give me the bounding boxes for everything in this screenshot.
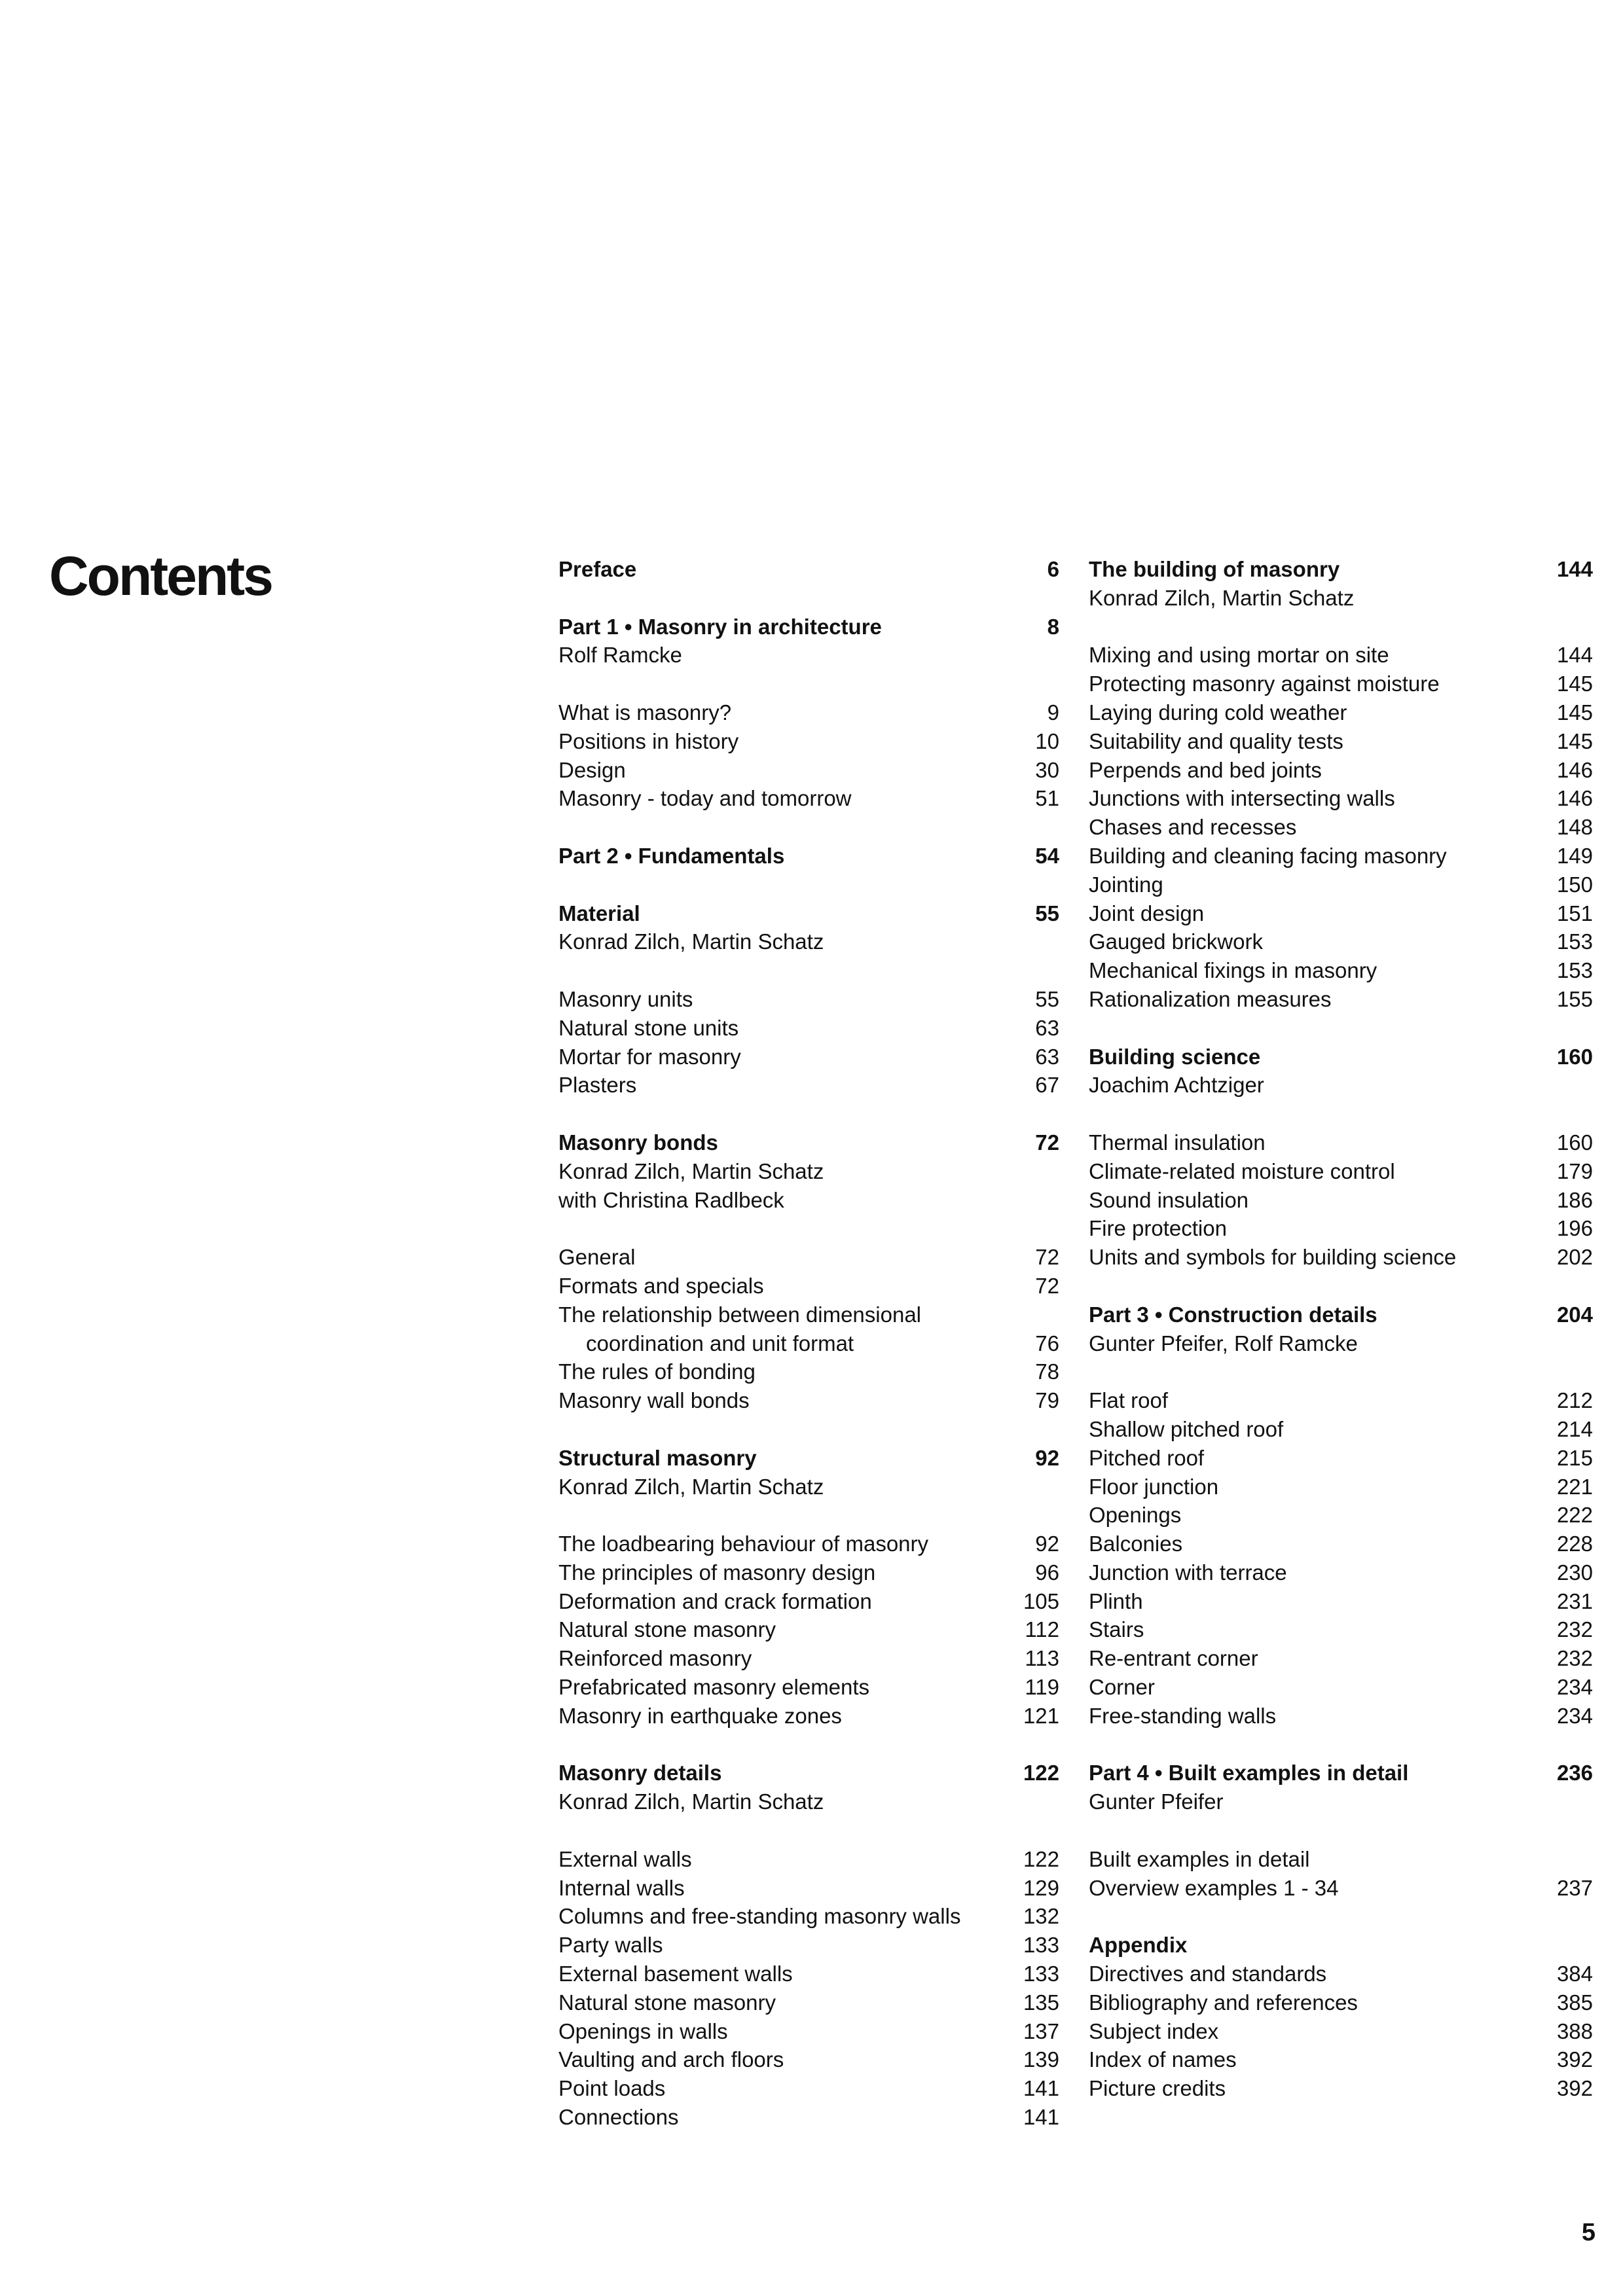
toc-entry-title: Preface [558, 557, 637, 581]
toc-entry-title: Pitched roof [1089, 1445, 1205, 1470]
toc-entry-page: 232 [1556, 1617, 1593, 1642]
toc-entry [1089, 813, 1593, 842]
toc-entry [558, 1272, 1059, 1300]
toc-spacer [558, 813, 1059, 842]
toc-entry-title: The loadbearing behaviour of masonry [558, 1532, 929, 1556]
toc-spacer [558, 1816, 1059, 1845]
toc-entry-title: Stairs [1089, 1617, 1144, 1642]
toc-entry-page: 9 [1047, 700, 1059, 725]
toc-entry-page: 122 [1023, 1761, 1059, 1785]
toc-entry-title: Flat roof [1089, 1388, 1169, 1413]
toc-entry-page: 146 [1556, 786, 1593, 811]
toc-entry-title: Bibliography and references [1089, 1990, 1358, 2015]
toc-entry-page: 133 [1023, 1962, 1059, 1986]
toc-spacer [558, 584, 1059, 613]
toc-section-heading [558, 1444, 1059, 1473]
toc-entry-page: 145 [1556, 728, 1593, 753]
toc-entry-page: 51 [1035, 786, 1059, 811]
toc-spacer [1089, 1816, 1593, 1845]
toc-entry-page: 155 [1556, 986, 1593, 1011]
toc-entry-title: Openings [1089, 1503, 1182, 1528]
toc-entry-page: 122 [1023, 1846, 1059, 1871]
toc-entry-page: 30 [1035, 757, 1059, 782]
toc-entry [558, 1702, 1059, 1731]
toc-entry-title: Laying during cold weather [1089, 700, 1347, 725]
toc-entry-title: Re-entrant corner [1089, 1646, 1258, 1671]
toc-entry-title: Index of names [1089, 2047, 1237, 2072]
toc-entry [558, 784, 1059, 813]
toc-entry-title: Prefabricated masonry elements [558, 1675, 870, 1700]
toc-entry [1089, 1329, 1593, 1358]
toc-entry-page: 153 [1556, 929, 1593, 954]
toc-entry-page: 132 [1023, 1904, 1059, 1929]
toc-entry-page: 55 [1035, 901, 1059, 925]
toc-entry [1089, 698, 1593, 727]
toc-entry-title: External basement walls [558, 1962, 793, 1986]
toc-entry [1089, 1702, 1593, 1731]
toc-entry-page: 112 [1025, 1617, 1059, 1642]
toc-spacer [558, 1731, 1059, 1759]
toc-entry [1089, 1960, 1593, 1988]
toc-entry-title: Rationalization measures [1089, 986, 1332, 1011]
toc-entry-title: Gunter Pfeifer, Rolf Ramcke [1089, 1331, 1358, 1355]
toc-entry [1089, 842, 1593, 870]
toc-entry-title: Internal walls [558, 1875, 685, 1900]
toc-entry-page: 8 [1047, 614, 1059, 639]
toc-section-heading [1089, 1759, 1593, 1787]
toc-entry-page: 392 [1556, 2047, 1593, 2072]
toc-entry-title: The principles of masonry design [558, 1560, 876, 1585]
toc-entry-title: The building of masonry [1089, 557, 1340, 581]
toc-entry-page: 119 [1025, 1675, 1059, 1700]
toc-entry-title: Konrad Zilch, Martin Schatz [558, 1474, 824, 1499]
toc-entry [1089, 1186, 1593, 1215]
toc-spacer [558, 670, 1059, 698]
toc-entry-title: Junctions with intersecting walls [1089, 786, 1395, 811]
toc-entry [1089, 1530, 1593, 1558]
toc-entry-title: Suitability and quality tests [1089, 728, 1343, 753]
toc-right-column [1089, 555, 1593, 2103]
toc-entry [1089, 1243, 1593, 1272]
toc-entry-page: 137 [1023, 2018, 1059, 2043]
toc-entry-page: 150 [1556, 872, 1593, 897]
toc-entry-title: The rules of bonding [558, 1359, 756, 1384]
toc-entry-page: 237 [1556, 1875, 1593, 1900]
toc-entry [1089, 670, 1593, 698]
toc-entry-title: Masonry in earthquake zones [558, 1703, 842, 1728]
toc-entry-title: Konrad Zilch, Martin Schatz [558, 929, 824, 954]
toc-section-heading [558, 613, 1059, 641]
toc-entry-page: 76 [1035, 1331, 1059, 1355]
toc-entry [558, 927, 1059, 956]
toc-entry-title: Masonry units [558, 986, 693, 1011]
toc-entry [558, 1587, 1059, 1616]
toc-entry-page: 113 [1025, 1646, 1059, 1671]
toc-spacer [1089, 1731, 1593, 1759]
toc-entry [1089, 985, 1593, 1014]
toc-entry-page: 145 [1556, 700, 1593, 725]
toc-entry-title: Subject index [1089, 2018, 1219, 2043]
toc-spacer [558, 1100, 1059, 1128]
toc-entry-title: Party walls [558, 1933, 663, 1958]
toc-entry-title: Structural masonry [558, 1445, 757, 1470]
toc-entry [1089, 1386, 1593, 1415]
toc-entry-title: Point loads [558, 2076, 666, 2101]
toc-entry-title: Mortar for masonry [558, 1044, 741, 1069]
toc-entry-page: 145 [1556, 672, 1593, 696]
toc-entry-page: 105 [1023, 1588, 1059, 1613]
toc-entry-title: Picture credits [1089, 2076, 1226, 2101]
toc-entry-title: Gunter Pfeifer [1089, 1789, 1224, 1814]
toc-entry-page: 232 [1556, 1646, 1593, 1671]
toc-entry-page: 121 [1023, 1703, 1059, 1728]
toc-entry [1089, 1988, 1593, 2017]
toc-entry [558, 727, 1059, 756]
toc-entry-title: Konrad Zilch, Martin Schatz [558, 1158, 824, 1183]
toc-spacer [558, 870, 1059, 899]
toc-entry [558, 1615, 1059, 1644]
toc-entry-title: Natural stone units [558, 1015, 739, 1040]
toc-entry-title: Joint design [1089, 901, 1205, 925]
toc-entry [558, 1530, 1059, 1558]
toc-entry-page: 215 [1556, 1445, 1593, 1470]
toc-entry-title: Climate-related moisture control [1089, 1158, 1395, 1183]
toc-section-heading [1089, 1931, 1593, 1960]
toc-entry-page: 135 [1023, 1990, 1059, 2015]
toc-entry [1089, 784, 1593, 813]
toc-spacer [1089, 1014, 1593, 1043]
toc-entry-page: 234 [1556, 1675, 1593, 1700]
toc-spacer [558, 1214, 1059, 1243]
toc-entry-title: Directives and standards [1089, 1962, 1327, 1986]
toc-entry-page: 144 [1556, 643, 1593, 668]
toc-entry-title: Konrad Zilch, Martin Schatz [558, 1789, 824, 1814]
toc-entry-page: 214 [1556, 1416, 1593, 1441]
toc-entry-title: Deformation and crack formation [558, 1588, 872, 1613]
toc-entry-title: Protecting masonry against moisture [1089, 672, 1440, 696]
toc-spacer [558, 1415, 1059, 1444]
toc-entry-title: Shallow pitched roof [1089, 1416, 1284, 1441]
toc-section-heading [1089, 1043, 1593, 1071]
toc-entry-title: Part 3 • Construction details [1089, 1302, 1377, 1327]
toc-entry [1089, 1501, 1593, 1530]
toc-entry-page: 72 [1035, 1130, 1059, 1155]
toc-entry [558, 1960, 1059, 1988]
toc-entry-page: 236 [1556, 1761, 1593, 1785]
toc-entry [558, 2045, 1059, 2074]
toc-entry [558, 1931, 1059, 1960]
toc-entry-title: Mechanical fixings in masonry [1089, 958, 1377, 983]
toc-spacer [1089, 1357, 1593, 1386]
toc-entry [558, 2017, 1059, 2046]
toc-entry-page: 72 [1035, 1273, 1059, 1298]
toc-entry [1089, 1444, 1593, 1473]
toc-entry-title: Design [558, 757, 626, 782]
toc-entry [558, 1673, 1059, 1702]
toc-entry [558, 2074, 1059, 2103]
toc-entry [1089, 584, 1593, 613]
toc-entry [1089, 1071, 1593, 1100]
toc-entry-page: 146 [1556, 757, 1593, 782]
toc-entry [558, 1243, 1059, 1272]
toc-entry-page: 160 [1556, 1044, 1593, 1069]
toc-entry [558, 1558, 1059, 1587]
toc-entry-title: Part 1 • Masonry in architecture [558, 614, 882, 639]
toc-entry [558, 1043, 1059, 1071]
toc-entry [558, 1874, 1059, 1903]
toc-entry-title: Overview examples 1 - 34 [1089, 1875, 1339, 1900]
toc-entry-page: 139 [1023, 2047, 1059, 2072]
toc-entry-title: Corner [1089, 1675, 1155, 1700]
toc-entry-title: Thermal insulation [1089, 1130, 1266, 1155]
toc-entry-title: Masonry bonds [558, 1130, 718, 1155]
toc-entry-page: 222 [1556, 1503, 1593, 1528]
toc-entry-title: Gauged brickwork [1089, 929, 1263, 954]
toc-entry [558, 1902, 1059, 1931]
toc-entry-page: 129 [1023, 1875, 1059, 1900]
toc-entry [1089, 2017, 1593, 2046]
toc-spacer [558, 956, 1059, 985]
toc-entry [1089, 1128, 1593, 1157]
toc-entry [558, 698, 1059, 727]
toc-entry [558, 1787, 1059, 1816]
toc-entry [558, 1186, 1059, 1215]
toc-entry [558, 1071, 1059, 1100]
toc-entry [1089, 1214, 1593, 1243]
toc-spacer [558, 1501, 1059, 1530]
toc-entry-page: 234 [1556, 1703, 1593, 1728]
toc-entry-title: Jointing [1089, 872, 1163, 897]
toc-entry [1089, 641, 1593, 670]
toc-entry-title: Part 4 • Built examples in detail [1089, 1761, 1409, 1785]
toc-spacer [1089, 613, 1593, 641]
toc-entry-page: 228 [1556, 1532, 1593, 1556]
toc-entry-page: 67 [1035, 1073, 1059, 1098]
toc-entry-page: 160 [1556, 1130, 1593, 1155]
toc-entry [1089, 1587, 1593, 1616]
toc-entry-page: 141 [1023, 2076, 1059, 2101]
toc-entry-title: Part 2 • Fundamentals [558, 843, 785, 868]
toc-entry [1089, 899, 1593, 928]
toc-entry-page: 92 [1035, 1532, 1059, 1556]
toc-section-heading [558, 842, 1059, 870]
toc-entry-page: 63 [1035, 1015, 1059, 1040]
toc-entry [558, 1300, 1059, 1329]
toc-entry-page: 221 [1556, 1474, 1593, 1499]
toc-spacer [1089, 1100, 1593, 1128]
toc-entry-title: Built examples in detail [1089, 1846, 1310, 1871]
toc-entry [1089, 1644, 1593, 1673]
toc-left-column [558, 555, 1059, 2132]
toc-entry-title: Joachim Achtziger [1089, 1073, 1264, 1098]
toc-entry-title: Appendix [1089, 1933, 1188, 1958]
toc-section-heading [558, 555, 1059, 584]
toc-entry-title: External walls [558, 1846, 692, 1871]
toc-entry-title: Openings in walls [558, 2018, 728, 2043]
toc-entry-title: Units and symbols for building science [1089, 1245, 1457, 1270]
toc-entry [558, 1386, 1059, 1415]
toc-entry-page: 78 [1035, 1359, 1059, 1384]
toc-entry [1089, 870, 1593, 899]
toc-entry-page: 212 [1556, 1388, 1593, 1413]
toc-entry-title: Building science [1089, 1044, 1261, 1069]
toc-entry [558, 1845, 1059, 1874]
toc-entry-page: 144 [1556, 557, 1593, 581]
toc-entry-title: Reinforced masonry [558, 1646, 752, 1671]
toc-entry-title: What is masonry? [558, 700, 732, 725]
toc-entry [558, 1357, 1059, 1386]
toc-spacer [1089, 1902, 1593, 1931]
toc-entry-title: Natural stone masonry [558, 1617, 776, 1642]
toc-entry-page: 230 [1556, 1560, 1593, 1585]
toc-entry-title: Chases and recesses [1089, 815, 1297, 840]
toc-section-heading [558, 1128, 1059, 1157]
toc-entry-title: Rolf Ramcke [558, 643, 682, 668]
toc-entry-page: 148 [1556, 815, 1593, 840]
toc-entry-title: Columns and free-standing masonry walls [558, 1904, 961, 1929]
toc-entry [558, 756, 1059, 785]
toc-entry-title: Plasters [558, 1073, 637, 1098]
toc-entry-page: 6 [1047, 557, 1059, 581]
toc-entry [558, 1329, 1059, 1358]
toc-entry-page: 141 [1023, 2105, 1059, 2130]
toc-entry-title: Mixing and using mortar on site [1089, 643, 1389, 668]
toc-entry-title: Sound insulation [1089, 1187, 1249, 1212]
toc-entry [1089, 1473, 1593, 1501]
toc-entry [558, 1157, 1059, 1186]
toc-entry [558, 2103, 1059, 2132]
toc-entry-page: 63 [1035, 1044, 1059, 1069]
toc-entry-page: 231 [1556, 1588, 1593, 1613]
toc-entry-page: 196 [1556, 1216, 1593, 1241]
toc-entry-title: Masonry - today and tomorrow [558, 786, 852, 811]
toc-section-heading [1089, 1300, 1593, 1329]
toc-entry [1089, 956, 1593, 985]
toc-entry-page: 385 [1556, 1990, 1593, 2015]
toc-entry [1089, 2074, 1593, 2103]
page-title: Contents [49, 545, 272, 607]
toc-entry-page: 10 [1035, 728, 1059, 753]
page-number: 5 [1581, 2219, 1596, 2246]
toc-entry [1089, 1845, 1593, 1874]
toc-entry-page: 204 [1556, 1302, 1593, 1327]
toc-entry-page: 54 [1035, 843, 1059, 868]
toc-entry-title: Masonry wall bonds [558, 1388, 750, 1413]
toc-entry [1089, 1615, 1593, 1644]
toc-entry [1089, 1157, 1593, 1186]
toc-entry [558, 1644, 1059, 1673]
toc-entry [1089, 927, 1593, 956]
toc-entry-title: Perpends and bed joints [1089, 757, 1322, 782]
toc-entry [1089, 1874, 1593, 1903]
toc-entry-title: Building and cleaning facing masonry [1089, 843, 1447, 868]
toc-spacer [1089, 1272, 1593, 1300]
toc-entry-title: General [558, 1245, 636, 1270]
toc-entry [558, 1988, 1059, 2017]
toc-entry [1089, 1558, 1593, 1587]
toc-entry-title: Natural stone masonry [558, 1990, 776, 2015]
toc-entry-title: with Christina Radlbeck [558, 1187, 784, 1212]
toc-entry-page: 55 [1035, 986, 1059, 1011]
toc-entry-page: 79 [1035, 1388, 1059, 1413]
toc-entry-page: 179 [1556, 1158, 1593, 1183]
toc-entry-page: 202 [1556, 1245, 1593, 1270]
toc-entry-page: 384 [1556, 1962, 1593, 1986]
toc-entry-page: 151 [1556, 901, 1593, 925]
toc-entry-title: Masonry details [558, 1761, 722, 1785]
toc-entry [558, 985, 1059, 1014]
toc-entry-title: Plinth [1089, 1588, 1143, 1613]
toc-entry-page: 96 [1035, 1560, 1059, 1585]
toc-entry [1089, 1787, 1593, 1816]
toc-entry [558, 1014, 1059, 1043]
toc-entry-title: Free-standing walls [1089, 1703, 1277, 1728]
toc-entry-title: Fire protection [1089, 1216, 1227, 1241]
toc-entry-page: 72 [1035, 1245, 1059, 1270]
toc-entry-page: 149 [1556, 843, 1593, 868]
toc-entry-title: Balconies [1089, 1532, 1183, 1556]
toc-entry-title: Positions in history [558, 728, 739, 753]
toc-entry-page: 392 [1556, 2076, 1593, 2101]
toc-section-heading [558, 1759, 1059, 1787]
toc-entry-title: Floor junction [1089, 1474, 1219, 1499]
toc-entry-page: 153 [1556, 958, 1593, 983]
toc-entry-title: Konrad Zilch, Martin Schatz [1089, 585, 1355, 610]
toc-entry-title: Connections [558, 2105, 679, 2130]
toc-entry [1089, 727, 1593, 756]
toc-section-heading [558, 899, 1059, 928]
toc-entry-title: Material [558, 901, 640, 925]
toc-entry-title: coordination and unit format [586, 1331, 854, 1355]
toc-entry-page: 92 [1035, 1445, 1059, 1470]
toc-entry [1089, 756, 1593, 785]
toc-entry [1089, 1415, 1593, 1444]
toc-entry-title: Junction with terrace [1089, 1560, 1287, 1585]
toc-section-heading [1089, 555, 1593, 584]
toc-entry [558, 1473, 1059, 1501]
toc-entry-page: 133 [1023, 1933, 1059, 1958]
toc-entry [1089, 1673, 1593, 1702]
toc-entry-page: 388 [1556, 2018, 1593, 2043]
toc-entry-page: 186 [1556, 1187, 1593, 1212]
toc-entry-title: The relationship between dimensional [558, 1302, 922, 1327]
toc-entry-title: Vaulting and arch floors [558, 2047, 784, 2072]
toc-entry [558, 641, 1059, 670]
toc-entry-title: Formats and specials [558, 1273, 764, 1298]
toc-entry [1089, 2045, 1593, 2074]
